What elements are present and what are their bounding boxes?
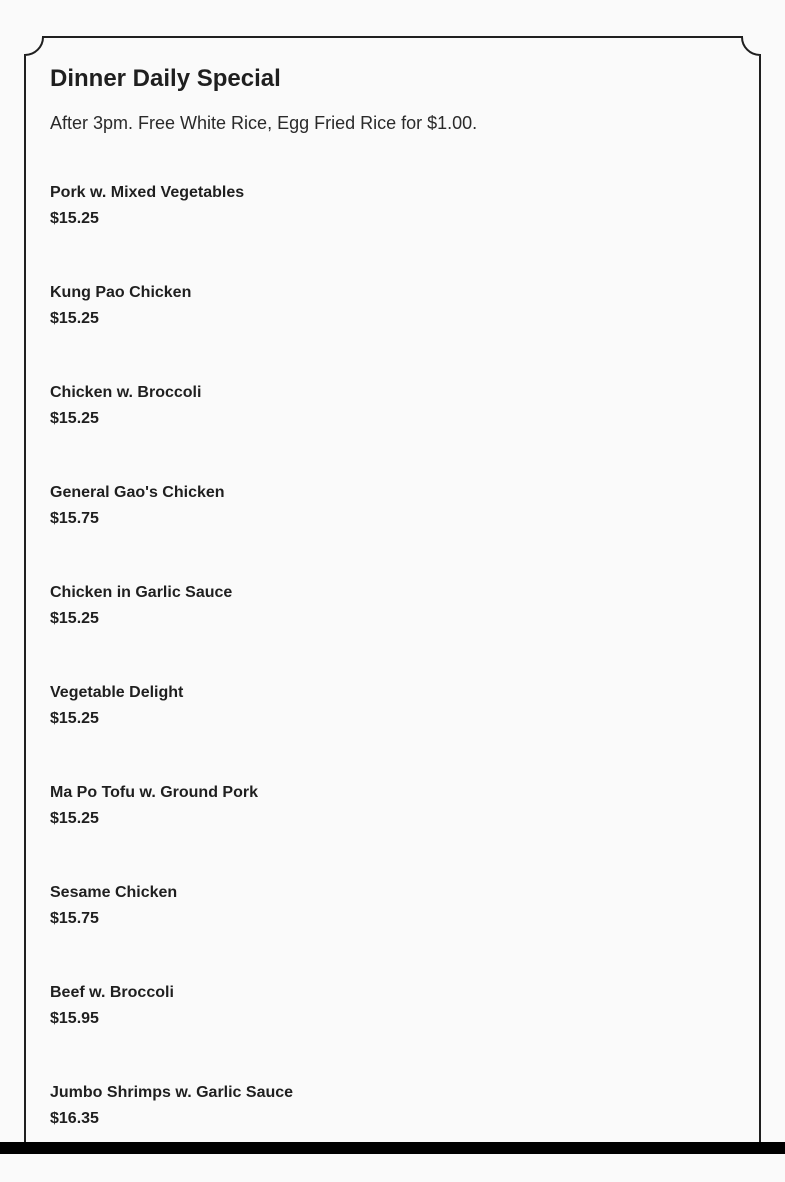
menu-item-name: Ma Po Tofu w. Ground Pork	[50, 784, 258, 801]
menu-item-price: $15.75	[50, 910, 99, 927]
menu-item[interactable]	[50, 682, 293, 782]
menu-item[interactable]	[50, 982, 293, 1082]
menu-item[interactable]	[50, 882, 293, 982]
menu-title: Dinner Daily Special	[50, 65, 281, 92]
menu-item-list	[50, 182, 293, 1182]
menu-item-price: $15.95	[50, 1010, 99, 1027]
menu-subtitle: After 3pm. Free White Rice, Egg Fried Rice for $1.00.	[50, 113, 478, 133]
bottom-bar	[0, 1142, 785, 1154]
menu-item-price: $15.25	[50, 610, 99, 627]
menu-item-price: $15.25	[50, 710, 99, 727]
menu-item-name: Kung Pao Chicken	[50, 284, 192, 301]
menu-item-price: $15.25	[50, 210, 99, 227]
menu-item-price: $15.75	[50, 510, 99, 527]
menu-item-name: Chicken w. Broccoli	[50, 384, 202, 401]
menu-item[interactable]	[50, 582, 293, 682]
menu-item-price: $15.25	[50, 310, 99, 327]
menu-item-name: Sesame Chicken	[50, 884, 178, 901]
menu-item-name: Vegetable Delight	[50, 684, 184, 701]
menu-item[interactable]	[50, 482, 293, 582]
menu-item-price: $15.25	[50, 410, 99, 427]
menu-item[interactable]	[50, 382, 293, 482]
menu-item[interactable]	[50, 1082, 293, 1182]
menu-item-name: Chicken in Garlic Sauce	[50, 584, 233, 601]
menu-item-name: Pork w. Mixed Vegetables	[50, 184, 245, 201]
menu-item[interactable]	[50, 782, 293, 882]
menu-item-name: Beef w. Broccoli	[50, 984, 174, 1001]
menu-item-name: Jumbo Shrimps w. Garlic Sauce	[50, 1084, 294, 1101]
menu-card	[24, 36, 761, 1154]
menu-item-price: $16.35	[50, 1110, 99, 1127]
menu-item[interactable]	[50, 282, 293, 382]
menu-item-name: General Gao's Chicken	[50, 484, 225, 501]
menu-item-price: $15.25	[50, 810, 99, 827]
menu-item[interactable]	[50, 182, 293, 282]
